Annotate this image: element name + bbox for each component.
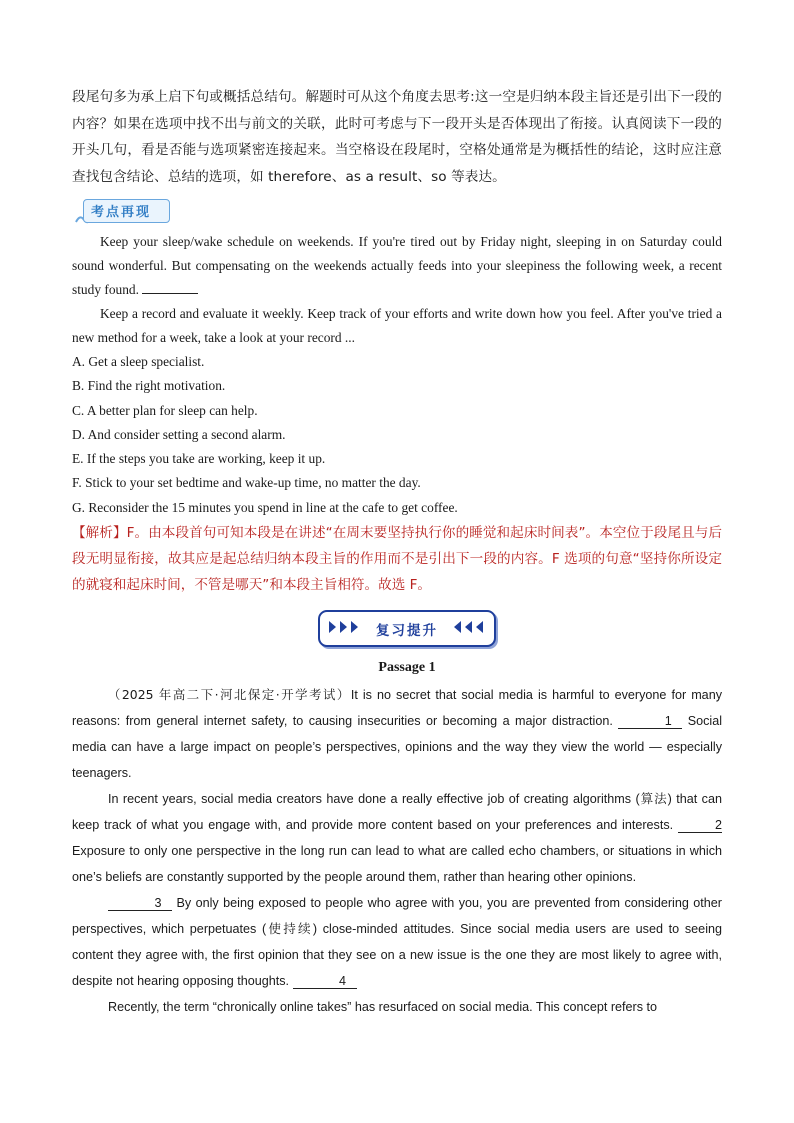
intro-paragraph: 段尾句多为承上启下句或概括总结句。解题时可从这个角度去思考:这一空是归纳本段主旨还是引出下一段的内容？如果在选项中找不出与前文的关联，此时可考虑与下一段开头是否体现出了衔接。认真阅读下一段的开头几句，看是否能与选项紧密连接起来。当空格设在段尾时，空格处通常是为概括性的结论，这时应注意查找包含结论、总结的选项，如 therefore、as a result、so 等表达。 [72, 89, 722, 185]
passage-paragraph-1 [72, 682, 722, 786]
option-item: G. Reconsider the 15 minutes you spend in line at the cafe to get coffee. [72, 499, 458, 515]
answer-blank [142, 281, 198, 294]
option-item: D. And consider setting a second alarm. [72, 426, 286, 442]
analysis-paragraph [72, 520, 722, 598]
p2-text-b: Exposure to only one perspective in the long run can lead to what are called echo chambers, or situations in which one’s beliefs are constantly supported by the people around them, rather than hearing other opinions. [72, 844, 722, 884]
section-label-badge [73, 196, 173, 226]
banner-title: 复习提升 [376, 623, 438, 639]
blank-3: 3 [108, 896, 172, 911]
example-paragraph-2: Keep a record and evaluate it weekly. Keep track of your efforts and write down how you feel. After you've tried a new method for a week, take a look at your record ... [72, 306, 722, 345]
triple-arrow-left-icon [452, 620, 486, 634]
p3-text-a: By only being exposed to people who agree with you, you are prevented from considering other perspectives, which perpetuates (使持续) close-minded attitudes. Since social media users are used to seeing content they agree with, the first opinion that they see on a new issue is the one they are most likely to agree with, despite not hearing opposing thoughts. [72, 896, 722, 988]
strategy-intro [72, 84, 722, 190]
passage-source: （2025 年高二下·河北保定·开学考试） [108, 687, 351, 702]
passage-paragraph-2 [72, 786, 722, 890]
blank-1: 1 [618, 714, 682, 729]
review-section-banner [318, 610, 496, 646]
p2-text-a: In recent years, social media creators have done a really effective job of creating algorithms (算法) that can keep track of what you engage with, and provide more content based on your preferences and interests. [72, 792, 722, 832]
analysis-text: F。由本段首句可知本段是在讲述“在周末要坚持执行你的睡觉和起床时间表”。本空位于段尾且与后段无明显衔接，故其应是起总结归纳本段主旨的作用而不是引出下一段的内容。F 选项的句意“坚持你所设定的就寝和起床时间，不管是哪天”和本段主旨相符。故选 F。 [72, 525, 722, 593]
option-item: F. Stick to your set bedtime and wake-up time, no matter the day. [72, 475, 421, 491]
passage-paragraph-4: Recently, the term “chronically online takes” has resurfaced on social media. This concept refers to [108, 1000, 658, 1014]
analysis-tag: 【解析】 [72, 525, 127, 541]
passage-body [72, 682, 722, 1020]
option-item: E. If the steps you take are working, keep it up. [72, 451, 326, 467]
example-para1-text: Keep your sleep/wake schedule on weekends. If you're tired out by Friday night, sleeping in on Saturday could sound wonderful. But compensating on the weekends actually feeds into your sleepiness the following week, a recent study found. [72, 234, 722, 297]
options-list [72, 350, 722, 520]
option-item: B. Find the right motivation. [72, 378, 226, 394]
p1-text-b: Social media can have a large impact on people’s perspectives, opinions and the way they view the world — especially teenagers. [72, 714, 723, 780]
option-item: A. Get a sleep specialist. [72, 354, 205, 369]
example-paragraph-1 [72, 230, 722, 302]
example-passage [72, 230, 722, 350]
option-item: C. A better plan for sleep can help. [72, 402, 258, 418]
section-label-text: 考点再现 [91, 205, 152, 220]
passage-paragraph-3 [72, 890, 722, 994]
analysis-block [72, 520, 722, 598]
p1-text-a: It is no secret that social media is harmful to everyone for many reasons: from general internet safety, to causing insecurities or becoming a major distraction. [72, 688, 722, 728]
blank-2: 2 [678, 818, 722, 833]
blank-4: 4 [293, 974, 357, 989]
passage-title: Passage 1 [378, 660, 436, 675]
